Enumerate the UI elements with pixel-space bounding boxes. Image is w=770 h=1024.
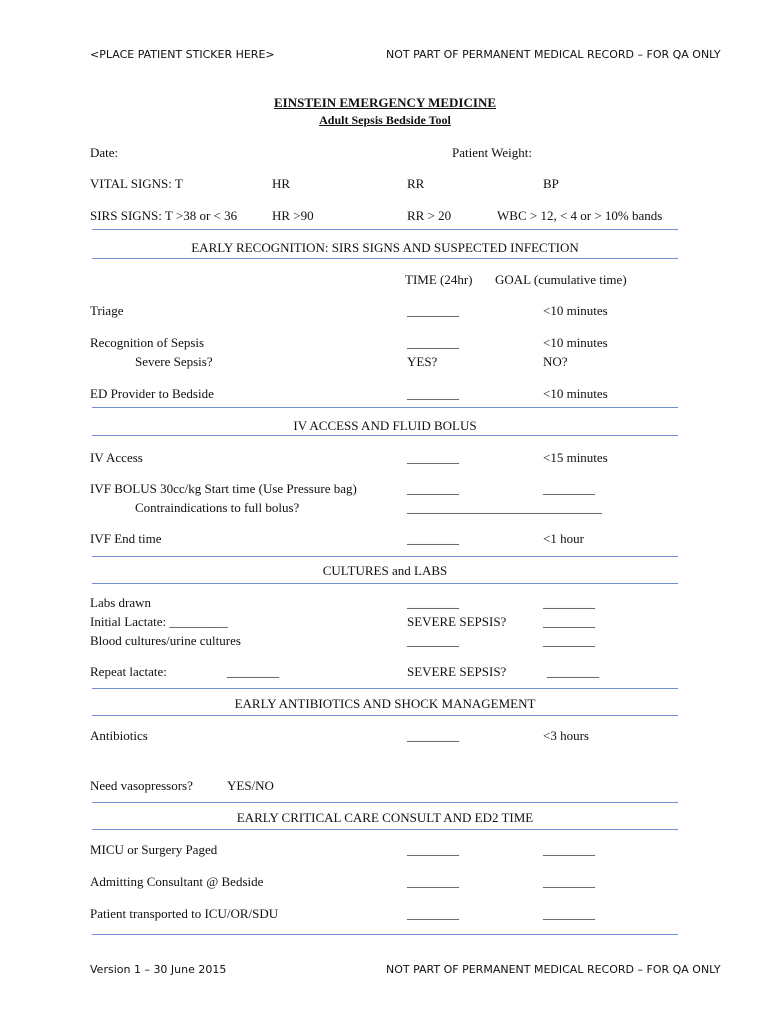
divider [92, 802, 678, 803]
divider [92, 715, 678, 716]
vital-rr: RR [407, 176, 425, 191]
sirs-wbc: WBC > 12, < 4 or > 10% bands [497, 208, 663, 223]
blood-cultures-time-field[interactable]: ________ [407, 633, 459, 648]
patient-sticker-placeholder: <PLACE PATIENT STICKER HERE> [90, 48, 275, 61]
admitting-time-field[interactable]: ________ [407, 874, 459, 889]
footer-notice: NOT PART OF PERMANENT MEDICAL RECORD – FOR QA ONLY [386, 963, 721, 976]
ivf-end-label: IVF End time [90, 531, 162, 546]
triage-label: Triage [90, 303, 124, 318]
tool-title: Adult Sepsis Bedside Tool [319, 113, 451, 127]
labs-drawn-time-field[interactable]: ________ [407, 595, 459, 610]
divider [92, 258, 678, 259]
vital-t: VITAL SIGNS: T [90, 176, 183, 191]
iv-access-time-field[interactable]: ________ [407, 450, 459, 465]
provider-time-field[interactable]: ________ [407, 386, 459, 401]
ivf-end-goal: <1 hour [543, 531, 584, 546]
section-iv: IV ACCESS AND FLUID BOLUS [293, 418, 477, 433]
severe-sepsis-yes[interactable]: YES? [407, 354, 438, 369]
vasopressors-label: Need vasopressors? [90, 778, 193, 793]
provider-label: ED Provider to Bedside [90, 386, 214, 401]
repeat-severe-sepsis-field[interactable]: ________ [547, 664, 599, 679]
repeat-severe-sepsis-label: SEVERE SEPSIS? [407, 664, 507, 679]
labs-drawn-label: Labs drawn [90, 595, 152, 610]
micu-time-field[interactable]: ________ [407, 842, 459, 857]
vital-hr: HR [272, 176, 291, 191]
divider [92, 407, 678, 408]
section-recognition: EARLY RECOGNITION: SIRS SIGNS AND SUSPECTED INFECTION [191, 240, 579, 255]
antibiotics-label: Antibiotics [90, 728, 148, 743]
org-title: EINSTEIN EMERGENCY MEDICINE [274, 95, 496, 110]
micu-goal-field[interactable]: ________ [543, 842, 595, 857]
initial-lactate-label: Initial Lactate: _________ [90, 614, 228, 629]
transport-time-field[interactable]: ________ [407, 906, 459, 921]
ivf-bolus-label: IVF BOLUS 30cc/kg Start time (Use Pressure bag) [90, 481, 357, 496]
sirs-hr: HR >90 [272, 208, 314, 223]
blood-cultures-label: Blood cultures/urine cultures [90, 633, 241, 648]
ivf-end-time-field[interactable]: ________ [407, 531, 459, 546]
weight-label: Patient Weight: [452, 145, 532, 160]
header-notice: NOT PART OF PERMANENT MEDICAL RECORD – FOR QA ONLY [386, 48, 721, 61]
section-critical-care: EARLY CRITICAL CARE CONSULT AND ED2 TIME [236, 810, 534, 825]
contraindications-label: Contraindications to full bolus? [135, 500, 300, 515]
sirs-t: SIRS SIGNS: T >38 or < 36 [90, 208, 238, 223]
divider [92, 556, 678, 557]
iv-access-goal: <15 minutes [543, 450, 608, 465]
divider [92, 583, 678, 584]
section-antibiotics: EARLY ANTIBIOTICS AND SHOCK MANAGEMENT [234, 696, 536, 711]
micu-label: MICU or Surgery Paged [90, 842, 218, 857]
divider [92, 829, 678, 830]
blood-cultures-goal-field[interactable]: ________ [543, 633, 595, 648]
divider [92, 934, 678, 935]
vital-bp: BP [543, 176, 559, 191]
recognition-time-field[interactable]: ________ [407, 335, 459, 350]
severe-sepsis-field[interactable]: ________ [543, 614, 595, 629]
divider [92, 435, 678, 436]
admitting-label: Admitting Consultant @ Bedside [90, 874, 264, 889]
iv-access-label: IV Access [90, 450, 143, 465]
repeat-lactate-label: Repeat lactate: [90, 664, 167, 679]
section-cultures: CULTURES and LABS [322, 563, 448, 578]
admitting-goal-field[interactable]: ________ [543, 874, 595, 889]
antibiotics-goal: <3 hours [543, 728, 589, 743]
ivf-bolus-time-field[interactable]: ________ [407, 481, 459, 496]
severe-sepsis-label: SEVERE SEPSIS? [407, 614, 507, 629]
date-label: Date: [90, 145, 119, 160]
sirs-rr: RR > 20 [407, 208, 452, 223]
divider [92, 688, 678, 689]
labs-drawn-goal-field[interactable]: ________ [543, 595, 595, 610]
column-time: TIME (24hr) [405, 272, 473, 287]
footer-version: Version 1 – 30 June 2015 [90, 963, 227, 976]
recognition-goal: <10 minutes [543, 335, 608, 350]
contraindications-field[interactable]: ______________________________ [407, 500, 602, 515]
severe-sepsis-no[interactable]: NO? [543, 354, 568, 369]
severe-sepsis-label: Severe Sepsis? [135, 354, 213, 369]
transport-label: Patient transported to ICU/OR/SDU [90, 906, 279, 921]
triage-time-field[interactable]: ________ [407, 303, 459, 318]
ivf-bolus-goal-field[interactable]: ________ [543, 481, 595, 496]
column-goal: GOAL (cumulative time) [495, 272, 627, 287]
vasopressors-yes-no[interactable]: YES/NO [227, 778, 274, 793]
provider-goal: <10 minutes [543, 386, 608, 401]
transport-goal-field[interactable]: ________ [543, 906, 595, 921]
recognition-label: Recognition of Sepsis [90, 335, 205, 350]
antibiotics-time-field[interactable]: ________ [407, 728, 459, 743]
repeat-lactate-field[interactable]: ________ [227, 664, 279, 679]
divider [92, 229, 678, 230]
triage-goal: <10 minutes [543, 303, 608, 318]
